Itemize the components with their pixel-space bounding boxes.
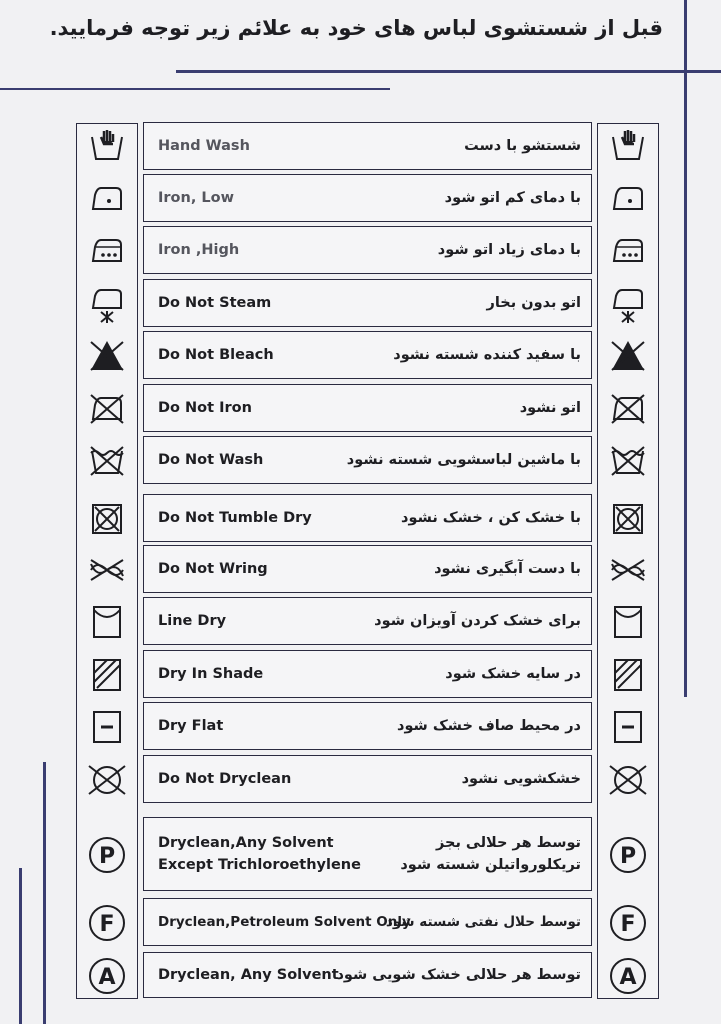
persian-label: برای خشک کردن آویزان شود (374, 613, 581, 629)
svg-text:P: P (619, 844, 637, 869)
top-rule (0, 88, 390, 90)
care-row-dryclean-p (143, 817, 592, 891)
english-label: Dryclean,Petroleum Solvent Only (158, 914, 411, 930)
english-label: Dry Flat (158, 718, 224, 734)
dryclean-p-icon (598, 835, 658, 875)
dryclean-a-icon (77, 956, 137, 996)
english-label: Do Not Wring (158, 561, 268, 577)
persian-label: با دست آبگیری نشود (434, 561, 581, 577)
no-bleach-icon (77, 336, 137, 376)
line-dry-icon (598, 602, 658, 642)
english-line-1: Dryclean,Any Solvent (158, 835, 334, 851)
english-label: Do Not Iron (158, 400, 252, 416)
svg-text:A: A (619, 965, 637, 990)
svg-text:P: P (98, 844, 116, 869)
left-icon-column (76, 123, 138, 999)
persian-label (400, 832, 581, 876)
care-row-no-wring (143, 545, 592, 593)
english-label: Line Dry (158, 613, 227, 629)
english-label: Dry In Shade (158, 666, 264, 682)
english-line-2: Except Trichloroethylene (158, 857, 361, 873)
svg-text:F: F (99, 912, 115, 937)
dry-shade-icon (598, 655, 658, 695)
persian-label: اتو بدون بخار (486, 295, 581, 311)
care-row-iron-low (143, 174, 592, 222)
care-row-line-dry (143, 597, 592, 645)
svg-text:A: A (98, 965, 116, 990)
care-row-no-tumble-dry (143, 494, 592, 542)
title-underline (176, 70, 721, 73)
page-title: قبل از شستشوی لباس های خود به علائم زیر توجه فرمایید. (49, 16, 663, 40)
english-label: Dryclean, Any Solvent (158, 967, 339, 983)
care-row-iron-high (143, 226, 592, 274)
english-label: Do Not Bleach (158, 347, 274, 363)
iron-low-icon (77, 179, 137, 219)
no-wring-icon (77, 550, 137, 590)
dry-shade-icon (77, 655, 137, 695)
hand-wash-icon (598, 127, 658, 167)
english-label: Do Not Steam (158, 295, 272, 311)
dry-flat-icon (598, 707, 658, 747)
iron-high-icon (77, 231, 137, 271)
left-vertical-rule-1 (43, 762, 46, 1024)
persian-line-1: توسط هر حلالی بجز (435, 835, 581, 851)
iron-low-icon (598, 179, 658, 219)
persian-label: شستشو با دست (464, 138, 581, 154)
persian-label: با ماشین لباسشویی شسته نشود (346, 452, 581, 468)
no-dryclean-icon (77, 760, 137, 800)
care-row-no-bleach (143, 331, 592, 379)
persian-label: در محیط صاف خشک شود (397, 718, 581, 734)
english-label: Iron, Low (158, 190, 234, 206)
dry-flat-icon (77, 707, 137, 747)
dryclean-p-icon (77, 835, 137, 875)
care-row-dryclean-a (143, 952, 592, 998)
no-tumble-dry-icon (598, 499, 658, 539)
english-label (158, 832, 361, 876)
care-row-no-dryclean (143, 755, 592, 803)
care-row-dry-in-shade (143, 650, 592, 698)
english-label: Iron ,High (158, 242, 240, 258)
persian-label: توسط حلال نفتی شسته شود (385, 914, 581, 930)
persian-label: توسط هر حلالی خشک شویی شود (336, 967, 581, 983)
no-iron-icon (598, 389, 658, 429)
no-iron-icon (77, 389, 137, 429)
care-row-no-steam (143, 279, 592, 327)
english-label: Do Not Wash (158, 452, 264, 468)
iron-high-icon (598, 231, 658, 271)
persian-label: اتو نشود (519, 400, 581, 416)
right-vertical-rule (684, 0, 687, 697)
no-wash-icon (77, 441, 137, 481)
persian-label: با سفید کننده شسته نشود (393, 347, 581, 363)
persian-label: خشکشویی نشود (461, 771, 581, 787)
persian-label: با دمای کم اتو شود (444, 190, 581, 206)
no-wring-icon (598, 550, 658, 590)
english-label: Do Not Dryclean (158, 771, 292, 787)
care-row-dry-flat (143, 702, 592, 750)
no-steam-icon (598, 284, 658, 324)
svg-text:F: F (620, 912, 636, 937)
no-steam-icon (77, 284, 137, 324)
dryclean-f-icon (77, 903, 137, 943)
no-tumble-dry-icon (77, 499, 137, 539)
line-dry-icon (77, 602, 137, 642)
no-dryclean-icon (598, 760, 658, 800)
persian-line-2: تریکلورواتیلن شسته شود (400, 857, 581, 873)
english-label: Hand Wash (158, 138, 250, 154)
no-bleach-icon (598, 336, 658, 376)
persian-label: با دمای زیاد اتو شود (437, 242, 581, 258)
dryclean-f-icon (598, 903, 658, 943)
care-row-dryclean-f (143, 898, 592, 946)
no-wash-icon (598, 441, 658, 481)
left-vertical-rule-2 (19, 868, 22, 1024)
hand-wash-icon (77, 127, 137, 167)
persian-label: با خشک کن ، خشک نشود (401, 510, 581, 526)
care-row-hand-wash (143, 122, 592, 170)
dryclean-a-icon (598, 956, 658, 996)
care-row-no-wash (143, 436, 592, 484)
care-row-no-iron (143, 384, 592, 432)
right-icon-column (597, 123, 659, 999)
english-label: Do Not Tumble Dry (158, 510, 312, 526)
persian-label: در سایه خشک شود (445, 666, 581, 682)
